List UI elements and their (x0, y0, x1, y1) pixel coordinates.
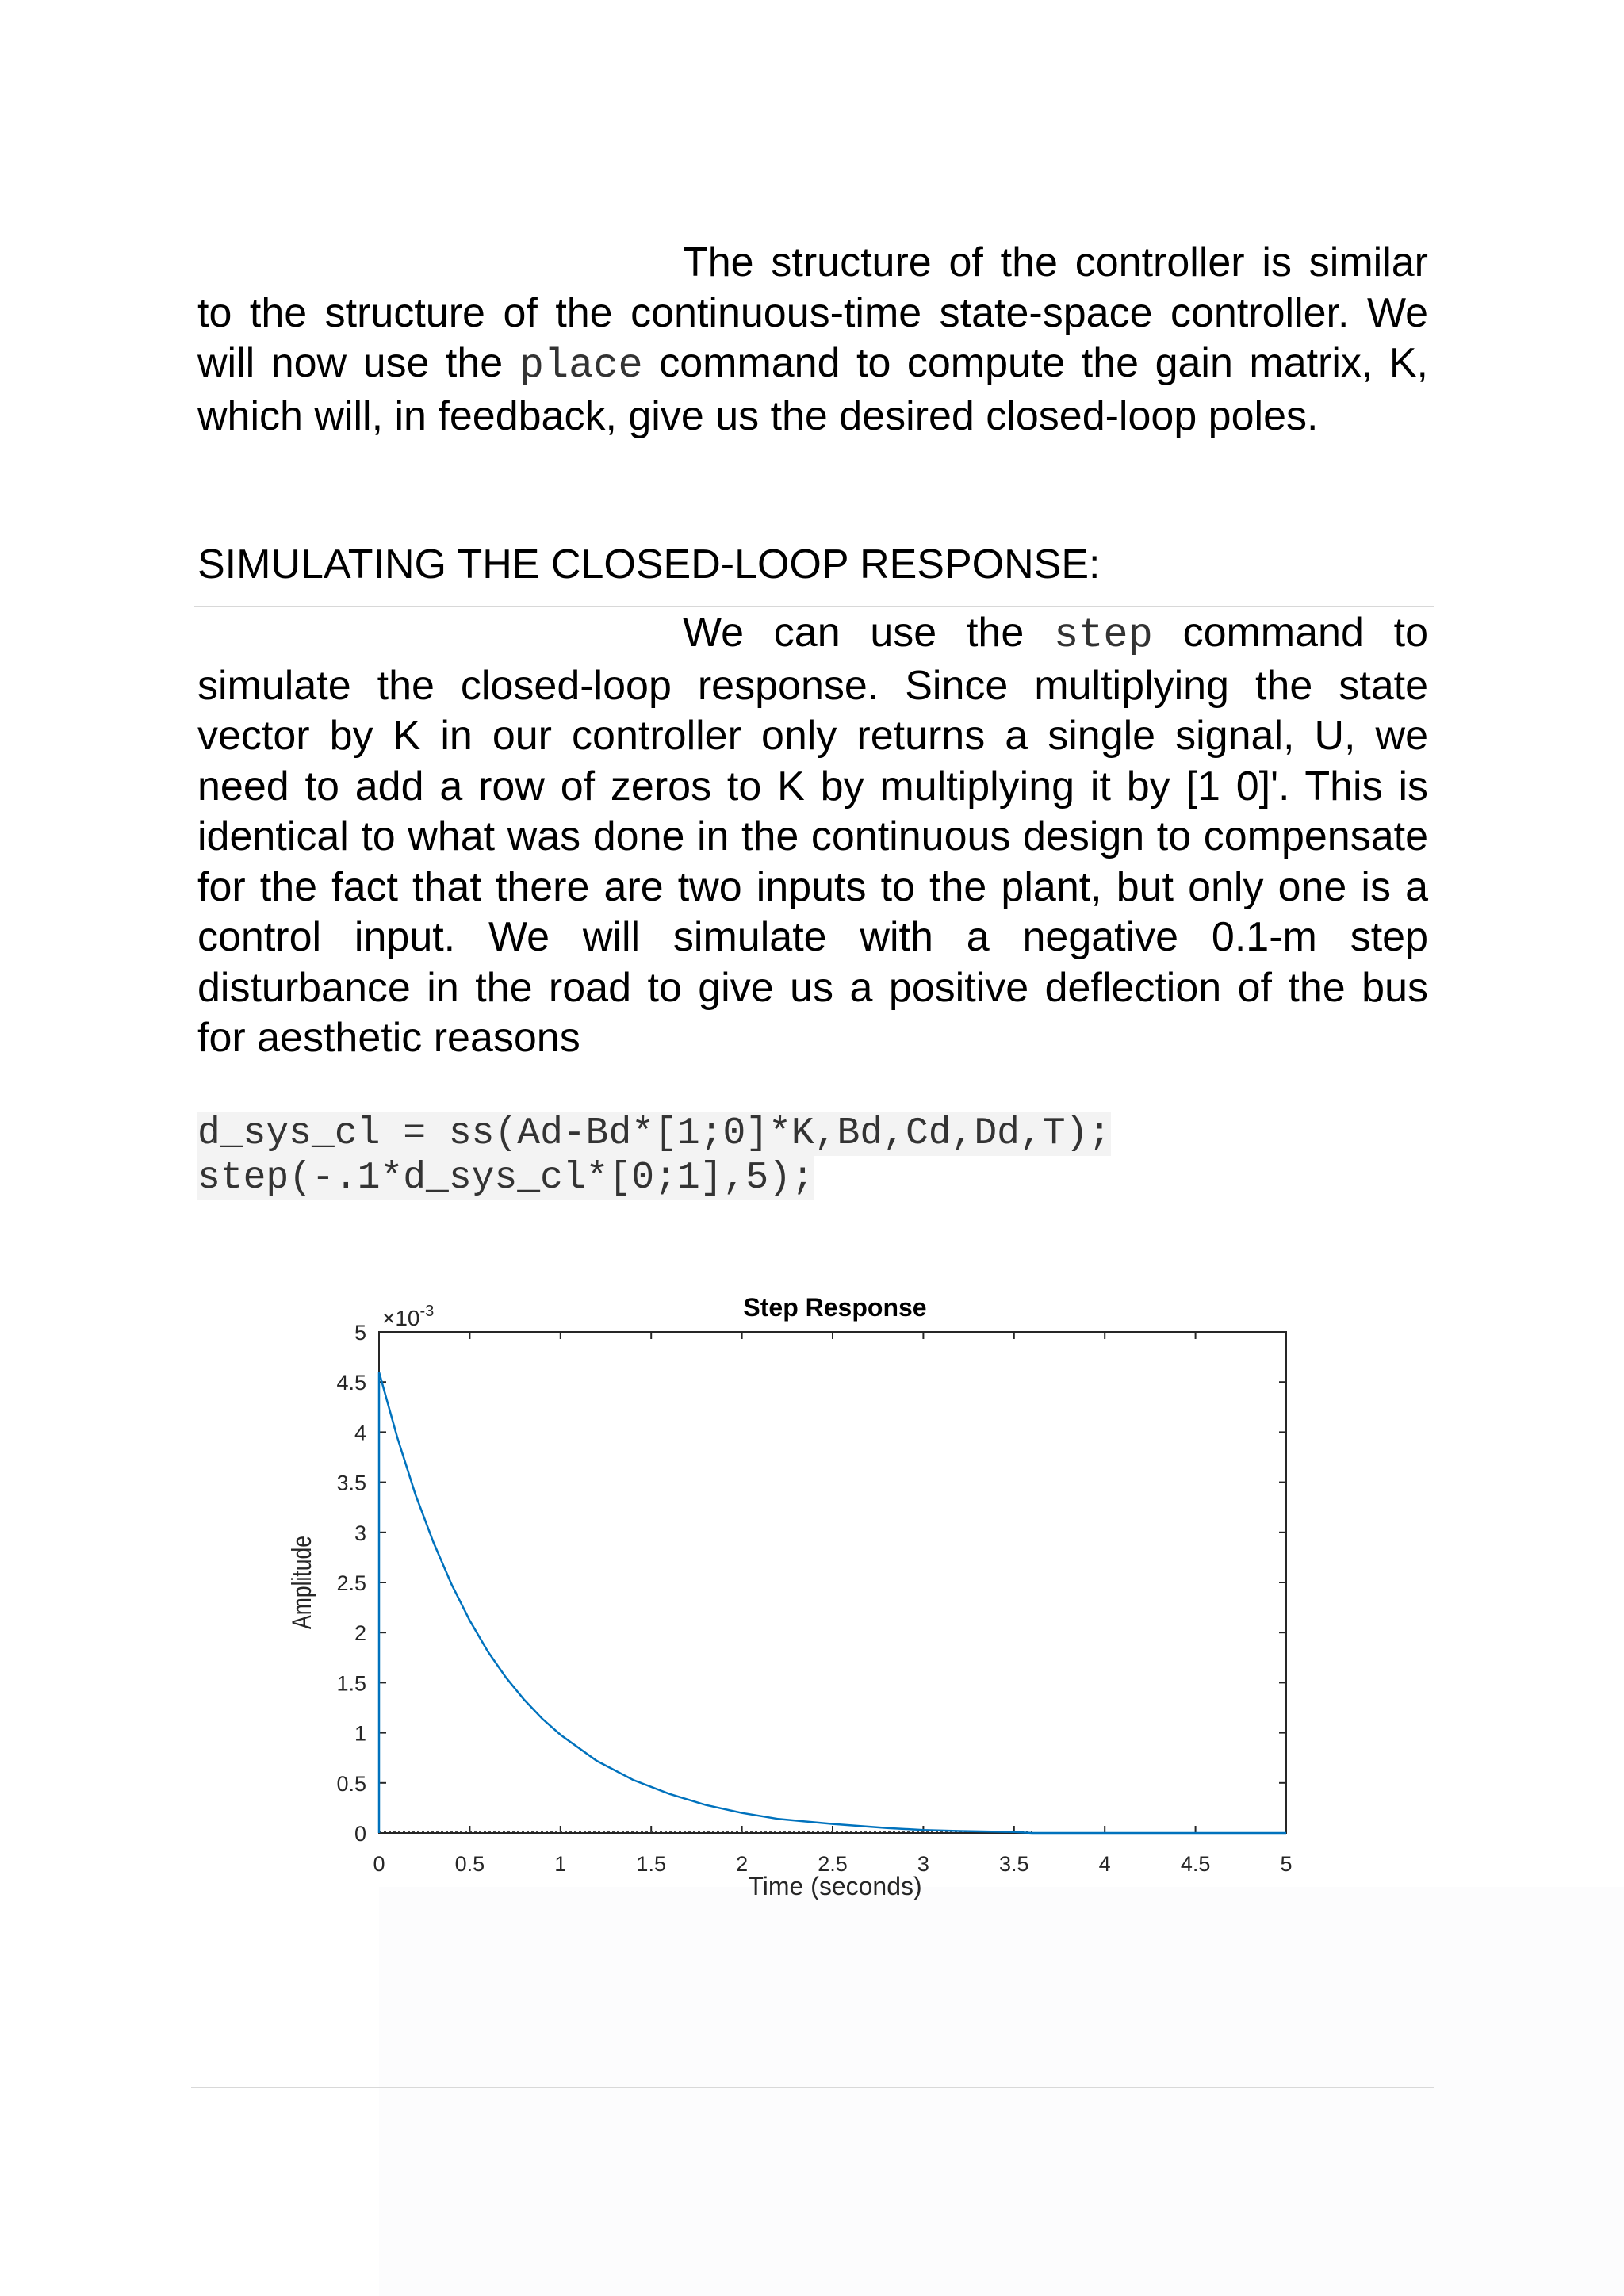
y-tick-label: 2.5 (336, 1571, 366, 1595)
y-exponent-superscript: -3 (419, 1303, 435, 1320)
paragraph-text: command to compute the gain matrix, K, which will, in feedback, give us the desired closed-loop poles. (197, 340, 1428, 439)
x-tick-label: 2.5 (818, 1852, 848, 1876)
paragraph-text: The structure of the controller is similar to the structure of the continuous-time state-space controller. We will now use the (197, 239, 1428, 386)
chart-title: Step Response (743, 1293, 927, 1322)
y-axis-label: Amplitude (286, 1536, 317, 1629)
y-tick-label: 0 (354, 1822, 366, 1846)
x-tick-label: 4.5 (1180, 1852, 1211, 1876)
x-tick-label: 1.5 (636, 1852, 666, 1876)
page-bottom-divider (191, 2087, 1434, 2088)
y-tick-label: 3 (354, 1521, 366, 1545)
x-tick-label: 3 (917, 1852, 929, 1876)
x-tick-label: 2 (736, 1852, 749, 1876)
y-tick-label: 1.5 (336, 1671, 366, 1696)
y-tick-label: 1 (354, 1721, 366, 1746)
code-line: d_sys_cl = ss(Ad-Bd*[1;0]*K,Bd,Cd,Dd,T); (197, 1112, 1112, 1155)
inline-code-step: step (1054, 612, 1153, 659)
inline-code-place: place (519, 342, 643, 389)
x-tick-label: 3.5 (999, 1852, 1029, 1876)
x-tick-label: 5 (1280, 1852, 1293, 1876)
y-exponent-label: $\times 10^{-3}$ (382, 1303, 435, 1330)
y-tick-label: 0.5 (336, 1771, 366, 1796)
x-tick-label: 0 (373, 1852, 385, 1876)
series-line (379, 1372, 1286, 1833)
y-tick-label: 4 (354, 1421, 366, 1445)
y-tick-label: 4.5 (336, 1371, 366, 1395)
x-tick-label: 4 (1098, 1852, 1111, 1876)
section-heading: SIMULATING THE CLOSED-LOOP RESPONSE: (197, 541, 1101, 587)
x-tick-label: 0.5 (454, 1852, 485, 1876)
code-line: step(-.1*d_sys_cl*[0;1],5); (197, 1157, 814, 1200)
paragraph-text: command to simulate the closed-loop response. Since multiplying the state vector by K in our controller only returns a single signal, U, we need to add a row of zeros to K by multiplying it by [1 0]'. This is identical to what was done in the continuous design to compensate for the fact that there are two inputs to the plant, but only one is a control input. We will simulate with a negative 0.1-m step disturbance in the road to give us a positive deflection of the bus for aesthetic reasons (197, 610, 1428, 1061)
plot-frame (379, 1332, 1286, 1833)
paragraph-text: We can use the (683, 610, 1054, 656)
x-tick-label: 1 (554, 1852, 567, 1876)
y-tick-label: 5 (354, 1321, 366, 1345)
x-axis-label: Time (seconds) (748, 1872, 922, 1900)
y-tick-label: 3.5 (336, 1471, 366, 1495)
y-tick-label: 2 (354, 1621, 366, 1646)
